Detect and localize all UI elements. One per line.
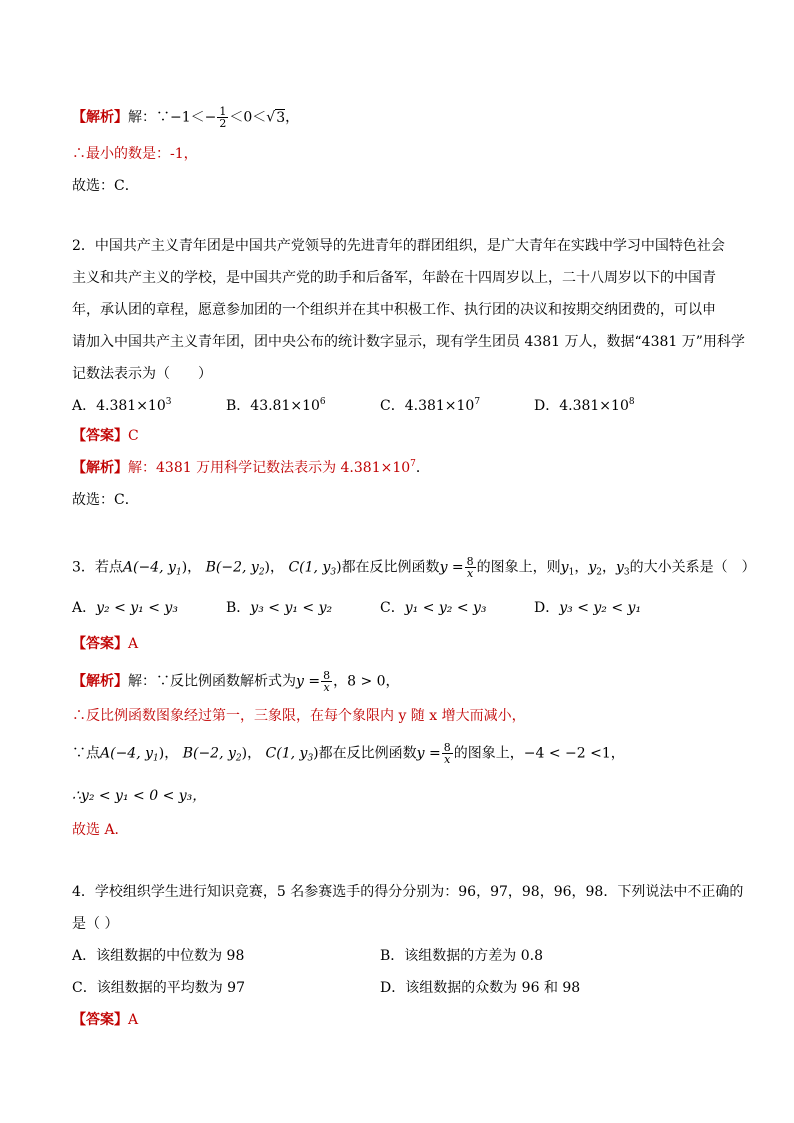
q2-option-a: A．$4.381\times 10^3$ xyxy=(72,397,172,414)
analysis-tag: 【解析】 xyxy=(72,109,128,126)
q2-option-c: C．$4.381\times 10^7$ xyxy=(380,397,481,414)
q2-option-d: D．$4.381\times 10^8$ xyxy=(534,397,635,414)
q1-conclusion: ∴最小的数是：-1， xyxy=(72,146,198,162)
q4-option-a: A．该组数据的中位数为 98 xyxy=(72,948,245,964)
q2-stem-line: 请加入中国共产主义青年团，团中央公布的统计数字显示，现有学生团员 4381 万人，数据“4381 万”用科学 xyxy=(72,334,745,350)
q1-choice: 故选：C． xyxy=(72,178,139,194)
q3-option-c: C．y₁ < y₂ < y₃ xyxy=(380,600,487,616)
q3-choice: 故选 A． xyxy=(72,822,129,838)
q2-option-b: B．$43.81\times 10^6$ xyxy=(226,397,326,414)
q4-stem-line: 是（ ） xyxy=(72,916,119,932)
q2-stem-line: 年，承认团的章程，愿意参加团的一个组织并在其中积极工作、执行团的决议和按期交纳团费的，可以申 xyxy=(72,302,716,318)
q3-stem: 3．若点A(−4, $y_1$)， B(−2, $y_2$)， C(1, $y_3$)都在反比例函数y = $\frac{8}{x}$ 的图象上，则$y_1$，$y_2$，$y_3$的大小关系是（ ） xyxy=(72,555,756,580)
q3-answer: 【答案】A xyxy=(72,636,139,652)
q3-analysis-line2: ∴反比例函数图象经过第一，三象限，在每个象限内 y 随 x 增大而减小， xyxy=(72,708,526,724)
q2-stem-line: 主义和共产主义的学校，是中国共产党的助手和后备军，年龄在十四周岁以上，二十八周岁以下的中国青 xyxy=(72,270,716,286)
q4-option-b: B．该组数据的方差为 0.8 xyxy=(380,948,544,964)
q4-option-c: C．该组数据的平均数为 97 xyxy=(72,980,245,996)
q3-option-b: B．y₃ < y₁ < y₂ xyxy=(226,600,333,616)
q4-option-d: D．该组数据的众数为 96 和 98 xyxy=(380,980,581,996)
q3-option-d: D．y₃ < y₂ < y₁ xyxy=(534,600,642,616)
q4-answer: 【答案】A xyxy=(72,1012,139,1028)
q3-analysis-line3: ∵点A(−4, $y_1$)， B(−2, $y_2$)， C(1, $y_3$)都在反比例函数y = $\frac{8}{x}$ 的图象上，−4 < −2 <1， xyxy=(72,741,625,766)
q2-stem-line: 2．中国共产主义青年团是中国共产党领导的先进青年的群团组织，是广大青年在实践中学习中国特色社会 xyxy=(72,238,725,254)
q2-choice: 故选：C． xyxy=(72,492,139,508)
q3-analysis: 【解析】解：∵反比例函数解析式为y = $\frac{8}{x}$ ，8 > 0， xyxy=(72,669,400,694)
fraction: $\frac{1}{2}$ xyxy=(219,105,227,130)
q4-stem-line: 4．学校组织学生进行知识竞赛，5 名参赛选手的得分分别为：96，97，98，96，98．下列说法中不正确的 xyxy=(72,884,744,900)
q3-analysis-line4: ∴y₂ < y₁ < 0 < y₃， xyxy=(72,788,207,804)
q2-analysis: 【解析】解：4381 万用科学记数法表示为 $4.381\times 10^7$． xyxy=(72,459,430,476)
q2-stem-line: 记数法表示为（ ） xyxy=(72,366,212,382)
q1-analysis: 【解析】解：∵−1＜− $\frac{1}{2}$ ＜0＜√3， xyxy=(72,105,300,130)
q3-option-a: A．y₂ < y₁ < y₃ xyxy=(72,600,178,616)
q2-answer: 【答案】C xyxy=(72,428,139,444)
